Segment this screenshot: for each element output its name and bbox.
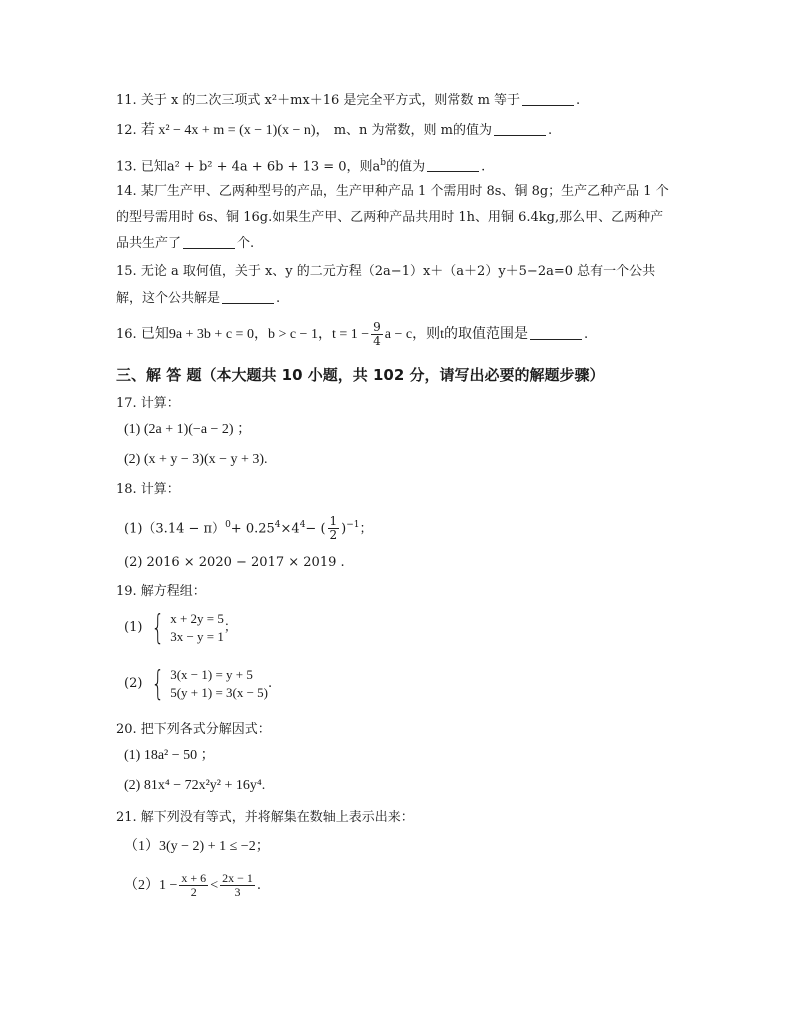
fraction — [328, 515, 340, 542]
exponent: 4 — [299, 520, 306, 530]
equation-row: x + 2y = 5 — [170, 610, 224, 626]
question-number: 11. — [116, 93, 137, 108]
answer-blank — [522, 93, 574, 106]
brace-icon: { — [150, 663, 164, 704]
expression: (1) 18a² − 50 ； — [124, 748, 215, 763]
expression: + 0.25 — [230, 521, 275, 537]
question-text: 的型号需用时 6s、铜 16g.如果生产甲、乙两种产品共用时 1h、用铜 6.4kg,那么甲、乙两种产 — [116, 210, 664, 225]
question-number: 12. — [116, 123, 137, 138]
numerator: 1 — [329, 514, 338, 529]
question-text: 无论 a 取何值，关于 x、y 的二元方程（2a−1）x＋（a＋2）y＋5−2a=0 总有一个公共 — [140, 264, 656, 279]
exponent: 0 — [225, 520, 231, 530]
question-21-title: 21. 解下列没有等式，并将解集在数轴上表示出来： — [116, 810, 414, 825]
denominator: 3 — [234, 885, 241, 899]
equation-system — [147, 663, 269, 704]
numerator: x + 6 — [181, 871, 207, 885]
answer-blank — [183, 236, 235, 249]
question-18-part-2: (2) 2016 × 2020 − 2017 × 2019 . — [124, 555, 345, 570]
expression: （2）1 − — [124, 878, 178, 893]
equation: 若 x² − 4x + m = (x − 1)(x − n)， — [140, 123, 330, 138]
brace-icon: { — [150, 607, 164, 648]
question-17-part-2 — [124, 451, 268, 469]
answer-blank — [530, 327, 582, 340]
question-text: 品共生产了 — [116, 236, 182, 251]
answer-blank — [427, 159, 479, 172]
question-13 — [116, 154, 485, 176]
equation-row: 3x − y = 1 — [170, 628, 224, 644]
operator: < — [210, 878, 219, 893]
question-text: 的值为 — [386, 159, 426, 175]
expression: （1）3(y − 2) + 1 ≤ −2； — [124, 839, 270, 854]
system-rows — [170, 610, 224, 646]
denominator: 4 — [373, 334, 381, 348]
question-17-title: 17. 计算： — [116, 396, 180, 411]
numerator: 9 — [373, 320, 381, 334]
question-text: 已知a² + b² + 4a + 6b + 13 = 0，则a — [140, 159, 381, 175]
question-15-line-2 — [116, 290, 280, 308]
question-text: 某厂生产甲、乙两种型号的产品，生产甲种产品 1 个需用时 8s、铜 8g；生产乙种产品 1 个 — [140, 184, 669, 199]
question-17-part-1 — [124, 421, 251, 439]
punct: . — [576, 93, 581, 108]
question-number: 14. — [116, 184, 137, 199]
exponent: b — [380, 158, 387, 168]
equation-system — [147, 607, 224, 648]
fraction — [179, 872, 208, 899]
punct: . — [481, 159, 486, 175]
expression: (1)（3.14 − π） — [124, 521, 226, 537]
punct: . — [584, 327, 589, 342]
expression: ×4 — [280, 521, 300, 537]
question-number: 16. — [116, 327, 137, 342]
question-20-part-2 — [124, 777, 265, 795]
equation-row: 3(x − 1) = y + 5 — [170, 666, 253, 682]
question-12 — [116, 122, 552, 140]
question-16 — [116, 321, 588, 349]
numerator: 2x − 1 — [222, 871, 253, 885]
question-11 — [116, 92, 580, 110]
part-label: (2) — [124, 676, 143, 691]
question-19-part-2 — [124, 664, 272, 704]
denominator: 2 — [190, 885, 197, 899]
question-19-title: 19. 解方程组： — [116, 584, 206, 599]
expression: (2) 81x⁴ − 72x²y² + 16y⁴. — [124, 778, 266, 793]
equation-row: 5(y + 1) = 3(x − 5) — [170, 684, 269, 700]
punct: . — [547, 123, 553, 138]
expression: − ( — [305, 521, 326, 537]
system-rows — [170, 666, 268, 702]
question-text: 解，这个公共解是 — [116, 291, 221, 306]
expression: (1) (2a + 1)(−a − 2) ； — [124, 422, 252, 437]
question-text: m、n 为常数，则 m的值为 — [333, 123, 492, 138]
section-heading: 三、解 答 题（本大题共 10 小题，共 102 分，请写出必要的解题步骤） — [116, 366, 605, 384]
fraction — [371, 321, 383, 348]
question-20-title: 20. 把下列各式分解因式： — [116, 722, 271, 737]
exponent: −1 — [346, 520, 360, 530]
answer-blank — [222, 291, 274, 304]
question-number: 15. — [116, 264, 137, 279]
question-14-line-3 — [116, 235, 254, 253]
punct: . — [268, 676, 273, 691]
punct: . — [276, 291, 281, 306]
denominator: 2 — [329, 528, 338, 543]
question-19-part-1 — [124, 608, 237, 648]
punct: ； — [223, 620, 237, 635]
question-number: 13. — [116, 159, 137, 175]
fraction — [220, 872, 255, 899]
question-14-line-1 — [116, 183, 669, 201]
question-text: 个. — [237, 236, 255, 251]
punct: ； — [359, 521, 373, 537]
question-text: a − c，则t的取值范围是 — [384, 327, 528, 342]
equation: 已知9a + 3b + c = 0，b > c − 1，t = 1 − — [140, 327, 370, 342]
question-14-line-2 — [116, 209, 663, 227]
question-18-part-1 — [124, 510, 373, 544]
expression: ) — [341, 521, 347, 537]
answer-blank — [494, 123, 546, 136]
expression: (2) (x + y − 3)(x − y + 3). — [124, 452, 268, 467]
question-21-part-1 — [124, 838, 270, 856]
exponent: 4 — [274, 520, 281, 530]
question-15-line-1 — [116, 263, 655, 281]
question-21-part-2 — [124, 870, 261, 902]
part-label: (1) — [124, 620, 143, 635]
punct: . — [256, 878, 262, 893]
question-18-title: 18. 计算： — [116, 482, 180, 497]
question-20-part-1 — [124, 747, 215, 765]
question-text: 关于 x 的二次三项式 x²＋mx＋16 是完全平方式，则常数 m 等于 — [140, 93, 521, 108]
